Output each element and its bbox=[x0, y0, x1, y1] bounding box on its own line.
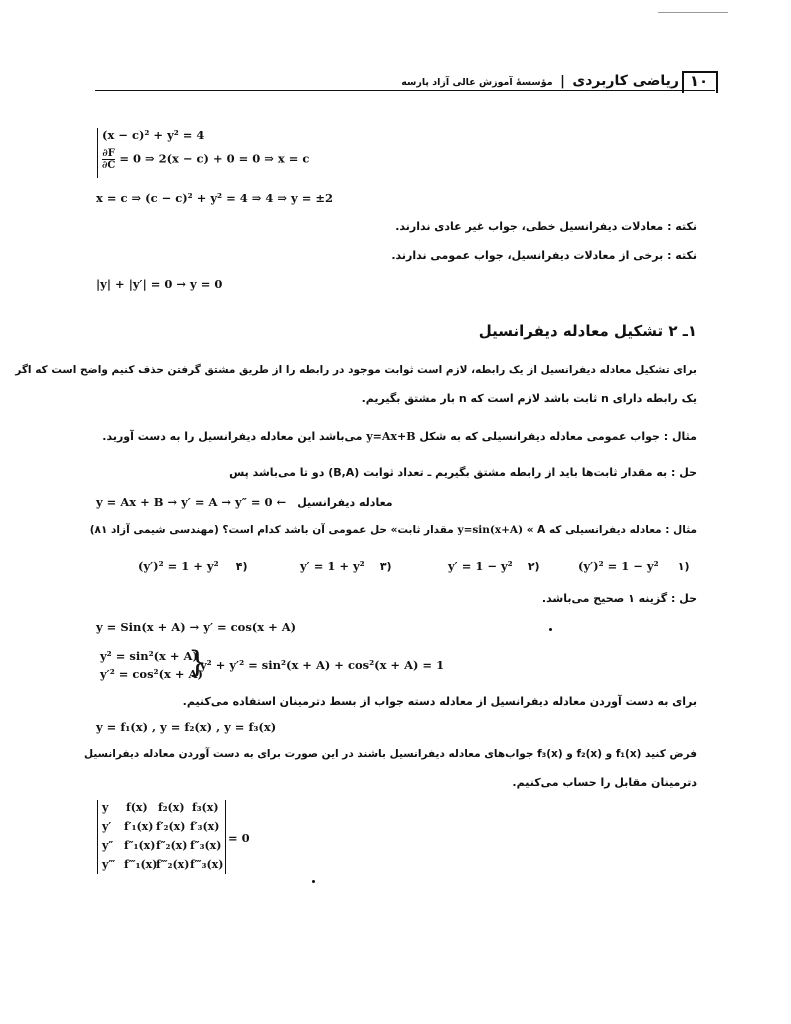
option-expr: y′ = 1 + y² bbox=[300, 559, 365, 573]
option-num: ۳) bbox=[379, 560, 392, 573]
note-label: نکته : bbox=[667, 249, 697, 262]
example-label: مثال : bbox=[665, 524, 697, 536]
equation-partial bbox=[102, 148, 309, 171]
det-cell: f‴₂(x) bbox=[156, 858, 190, 871]
option-num: ۲) bbox=[527, 560, 540, 573]
determinant-left-bar bbox=[97, 800, 98, 874]
example-text-a: معادله دیفرانسیلی که bbox=[548, 524, 662, 536]
det-cell: f₃(x) bbox=[192, 801, 219, 814]
solution-2 bbox=[542, 592, 697, 605]
section-title: ۱ـ ۲ تشکیل معادله دیفرانسیل bbox=[478, 322, 697, 340]
option-4 bbox=[138, 555, 247, 574]
scan-speck bbox=[312, 880, 315, 883]
system-bar bbox=[97, 128, 98, 178]
example-text-a: جواب عمومی معادله دیفرانسیلی که به شکل bbox=[419, 430, 660, 443]
right-brace: } bbox=[188, 645, 208, 680]
det-cell: f(x) bbox=[126, 801, 148, 814]
header-rule bbox=[95, 90, 715, 91]
equation-substitute: x = c ⇒ (c − c)² + y² = 4 ⇒ 4 ⇒ y = ±2 bbox=[96, 191, 333, 205]
sin-derivative: y = Sin(x + A) → y′ = cos(x + A) bbox=[96, 620, 297, 634]
solution-1 bbox=[229, 466, 697, 479]
option-expr: (y′)² = 1 + y² bbox=[138, 559, 219, 573]
det-cell: f′₃(x) bbox=[190, 820, 220, 833]
example-1 bbox=[102, 430, 697, 443]
page-number: ۱۰ bbox=[689, 72, 709, 90]
det-cell: f″₁(x) bbox=[124, 839, 156, 852]
partial-numerator: ∂F bbox=[102, 148, 115, 159]
equation-circle: (x − c)² + y² = 4 bbox=[102, 128, 205, 142]
section-para-line-2: یک رابطه دارای n ثابت باشد لازم است که n بار مشتق بگیریم. bbox=[361, 392, 697, 405]
note-text: برخی از معادلات دیفرانسیل، جواب عمومی ندارند. bbox=[391, 249, 664, 262]
det-cell: f‴₁(x) bbox=[124, 858, 158, 871]
option-num: ۴) bbox=[235, 560, 248, 573]
det-cell: y bbox=[102, 801, 109, 814]
det-cell: y″ bbox=[102, 839, 114, 852]
identity-sum: y² + y′² = sin²(x + A) + cos²(x + A) = 1 bbox=[200, 658, 445, 672]
solution-text: به مقدار ثابت‌ها باید از رابطه مشتق بگیریم ـ تعداد ثوابت (B,A) دو تا می‌باشد پس bbox=[229, 466, 668, 479]
note-1 bbox=[395, 220, 697, 233]
option-expr: (y′)² = 1 − y² bbox=[578, 559, 659, 573]
square-eq-b: y′² = cos²(x + A) bbox=[100, 667, 203, 681]
scan-artifact bbox=[658, 12, 728, 13]
det-cell: f₂(x) bbox=[158, 801, 185, 814]
det-cell: f‴₃(x) bbox=[190, 858, 224, 871]
option-2 bbox=[448, 555, 540, 574]
wronskian-para-line-1: فرض کنید f₁(x) و f₂(x) و f₃(x) جواب‌های معادله دیفرانسیل باشند در این صورت برای به دست آوردن معادله دیفرانسیل bbox=[83, 748, 697, 760]
partial-rest: = 0 ⇒ 2(x − c) + 0 = 0 ⇒ x = c bbox=[119, 151, 310, 166]
determinant bbox=[100, 801, 224, 875]
square-eq-a: y² = sin²(x + A) bbox=[100, 649, 198, 663]
section-para-line-1: برای تشکیل معادله دیفرانسیل از یک رابطه، لازم است ثوابت موجود در رابطه را از طریق مشتق گرفتن حذف کنیم واضح است که اگر bbox=[15, 364, 697, 376]
header-separator: | bbox=[560, 74, 565, 89]
det-cell: f″₃(x) bbox=[190, 839, 222, 852]
example-formula: y=Ax+B bbox=[366, 430, 416, 443]
det-cell: f″₂(x) bbox=[156, 839, 188, 852]
scan-speck bbox=[549, 628, 552, 631]
option-3 bbox=[300, 555, 392, 574]
note-label: نکته : bbox=[667, 220, 697, 233]
note-text: معادلات دیفرانسیل خطی، جواب غیر عادی ندارند. bbox=[395, 220, 664, 233]
det-cell: f′₁(x) bbox=[124, 820, 154, 833]
wronskian-para-line-2: دترمینان مقابل را حساب می‌کنیم. bbox=[512, 776, 697, 789]
det-cell: f′₂(x) bbox=[156, 820, 186, 833]
solution-label: حل : bbox=[671, 466, 697, 479]
det-cell: y′ bbox=[102, 820, 112, 833]
partial-denominator: ∂C bbox=[102, 160, 116, 171]
option-num: ۱) bbox=[677, 560, 690, 573]
solution-1-chain bbox=[96, 491, 393, 510]
solution-text: گزینه ۱ صحیح می‌باشد. bbox=[541, 592, 668, 605]
option-1 bbox=[578, 555, 689, 574]
det-cell: y‴ bbox=[102, 858, 116, 871]
example-2 bbox=[90, 524, 697, 536]
header-title bbox=[401, 73, 679, 89]
option-expr: y′ = 1 − y² bbox=[448, 559, 513, 573]
wronskian-intro: برای به دست آوردن معادله دیفرانسیل از معادله دسته جواب از بسط دترمینان استفاده می‌کنیم. bbox=[182, 695, 697, 708]
example-label: مثال : bbox=[663, 430, 697, 443]
example-text-b: می‌باشد این معادله دیفرانسیل را به دست آورید. bbox=[102, 430, 363, 443]
chain-label: معادله دیفرانسیل bbox=[297, 496, 393, 509]
derivative-chain: y = Ax + B → y′ = A → y″ = 0 ← bbox=[96, 495, 287, 509]
solution-label: حل : bbox=[671, 592, 697, 605]
example-formula: y=sin(x+A) bbox=[457, 524, 524, 536]
solution-functions: y = f₁(x) , y = f₂(x) , y = f₃(x) bbox=[96, 720, 277, 734]
note-2 bbox=[391, 249, 697, 262]
book-title: ریاضی کاربردی bbox=[572, 73, 679, 89]
publisher-name: مؤسسهٔ آموزش عالی آزاد پارسه bbox=[401, 77, 553, 88]
determinant-rhs: = 0 bbox=[228, 831, 250, 845]
abs-equation: |y| + |y′| = 0 → y = 0 bbox=[96, 277, 223, 291]
example-text-b: « A مقدار ثابت» حل عمومی آن باشد کدام است؟ (مهندسی شیمی آزاد ۸۱) bbox=[89, 524, 546, 536]
determinant-right-bar bbox=[225, 800, 226, 874]
